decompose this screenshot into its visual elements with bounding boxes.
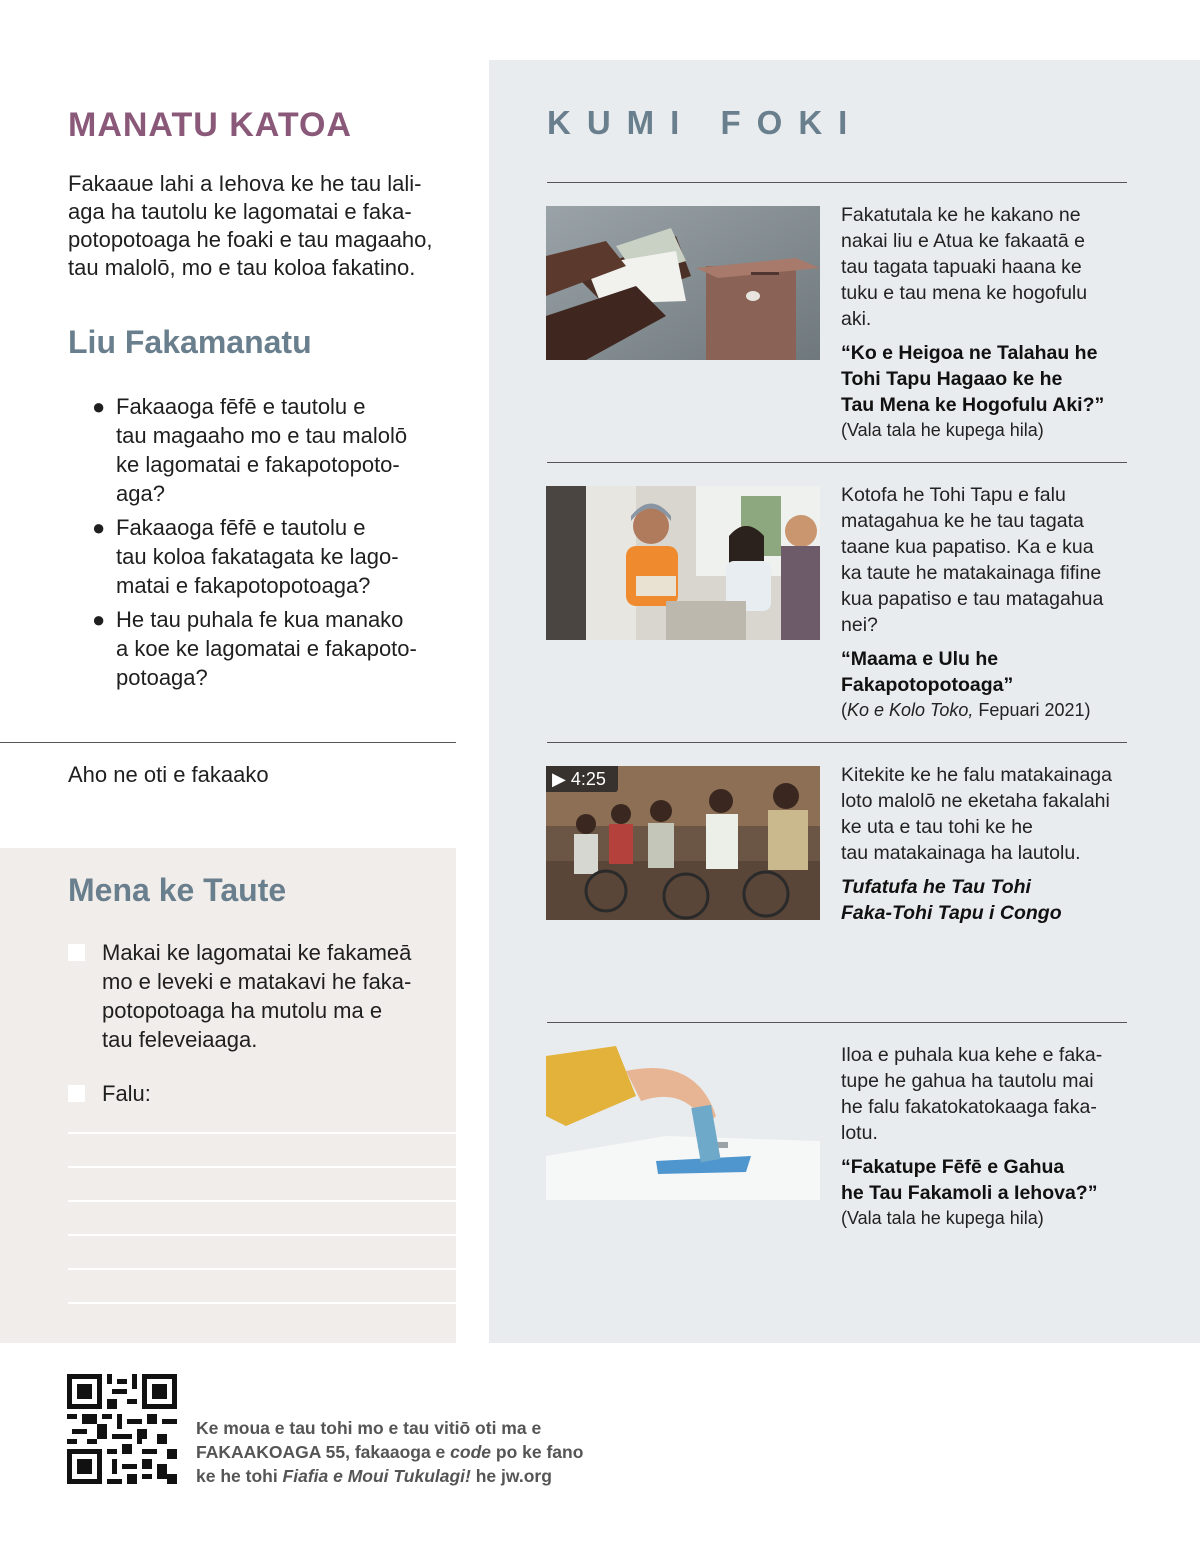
write-line[interactable] [68, 1166, 456, 1168]
item-description: Kitekite ke he falu matakainaga loto malolō ne eketaha fakalahi ke uta e tau tohi ke he tau matakainaga ha lautolu. [841, 764, 1113, 864]
card-slot-thumbnail[interactable] [546, 1046, 820, 1200]
item-title-link[interactable]: “Fakatupe Fēfē e Gahua he Tau Fakamoli a Iehova?” [841, 1156, 1098, 1204]
review-question: ● Fakaaoga fēfē e tautolu e tau koloa fakatagata ke lago- matai e fakapotopotoaga? [92, 515, 399, 598]
bicycles-video-thumbnail[interactable] [546, 766, 820, 920]
women-study-thumbnail[interactable] [546, 486, 820, 640]
write-line[interactable] [68, 1302, 456, 1304]
item-description: Fakatutala ke he kakano ne nakai liu e Atua ke fakaatā e tau tagata tapuaki haana ke tuku e tau mena ke hogofulu aki. [841, 204, 1088, 330]
write-line[interactable] [68, 1132, 456, 1134]
study-date-label: Aho ne oti e fakaako [68, 762, 269, 787]
more-item [841, 202, 1131, 443]
bullet-icon: ● [92, 515, 106, 540]
footer-note: Ke moua e tau tohi mo e tau vitiō oti ma e FAKAAKOAGA 55, fakaaoga e code po ke fano ke he tohi Fiafia e Moui Tukulagi! he jw.org [196, 1418, 584, 1486]
review-question: ● He tau puhala fe kua manako a koe ke lagomatai e fakapoto- potoaga? [92, 607, 417, 690]
review-question-list [92, 392, 442, 697]
video-duration-badge: ▶ 4:25 [546, 766, 618, 792]
todo-item-other: Falu: [68, 1079, 438, 1108]
todo-item: Makai ke lagomatai ke fakameā mo e leveki e matakavi he faka- potopotoaga ha mutolu ma e tau feleveiaaga. [68, 938, 438, 1054]
todo-heading: Mena ke Taute [68, 872, 287, 908]
review-question: ● Fakaaoga fēfē e tautolu e tau magaaho mo e tau malolō ke lagomatai e fakapotopoto- aga? [92, 394, 408, 506]
summary-text: Fakaaue lahi a Iehova ke he tau lali- aga ha tautolu ke lagomatai e faka- potopotoaga he foaki e tau magaaho, tau malolō, mo e tau koloa fakatino. [68, 171, 433, 280]
bullet-icon: ● [92, 394, 106, 419]
divider [547, 462, 1127, 463]
money-envelope-thumbnail[interactable] [546, 206, 820, 360]
more-item [841, 482, 1131, 723]
summary-heading: MANATU KATOA [68, 106, 352, 144]
write-line[interactable] [68, 1268, 456, 1270]
more-heading: KUMI FOKI [547, 104, 864, 141]
write-line[interactable] [68, 1234, 456, 1236]
more-panel [489, 60, 1200, 1343]
item-description: Iloa e puhala kua kehe e faka- tupe he gahua ha tautolu mai he falu fakatokatokaaga faka- lotu. [841, 1044, 1103, 1144]
bullet-icon: ● [92, 607, 106, 632]
checkbox[interactable] [68, 1085, 85, 1102]
item-title-link[interactable]: “Ko e Heigoa ne Talahau he Tohi Tapu Hagaao ke he Tau Mena ke Hogofulu Aki?” [841, 342, 1105, 416]
divider [547, 1022, 1127, 1023]
item-source: (Vala tala he kupega hila) [841, 1208, 1044, 1228]
write-line[interactable] [68, 1200, 456, 1202]
divider [547, 182, 1127, 183]
item-source: (Ko e Kolo Toko, Fepuari 2021) [841, 700, 1091, 720]
qr-code[interactable] [67, 1374, 177, 1484]
item-description: Kotofa he Tohi Tapu e falu matagahua ke he tau tagata taane kua papatiso. Ka e kua ka taute he matakainaga fifine kua papatiso e tau matagahua nei? [841, 484, 1104, 636]
more-item [841, 762, 1131, 926]
divider [547, 742, 1127, 743]
item-title-link[interactable]: Tufatufa he Tau Tohi Faka-Tohi Tapu i Congo [841, 876, 1062, 924]
checkbox[interactable] [68, 944, 85, 961]
divider [0, 742, 456, 743]
item-source: (Vala tala he kupega hila) [841, 420, 1044, 440]
more-item [841, 1042, 1131, 1231]
review-heading: Liu Fakamanatu [68, 324, 312, 360]
item-title-link[interactable]: “Maama e Ulu he Fakapotopotoaga” [841, 648, 1014, 696]
todo-box [0, 848, 456, 1343]
